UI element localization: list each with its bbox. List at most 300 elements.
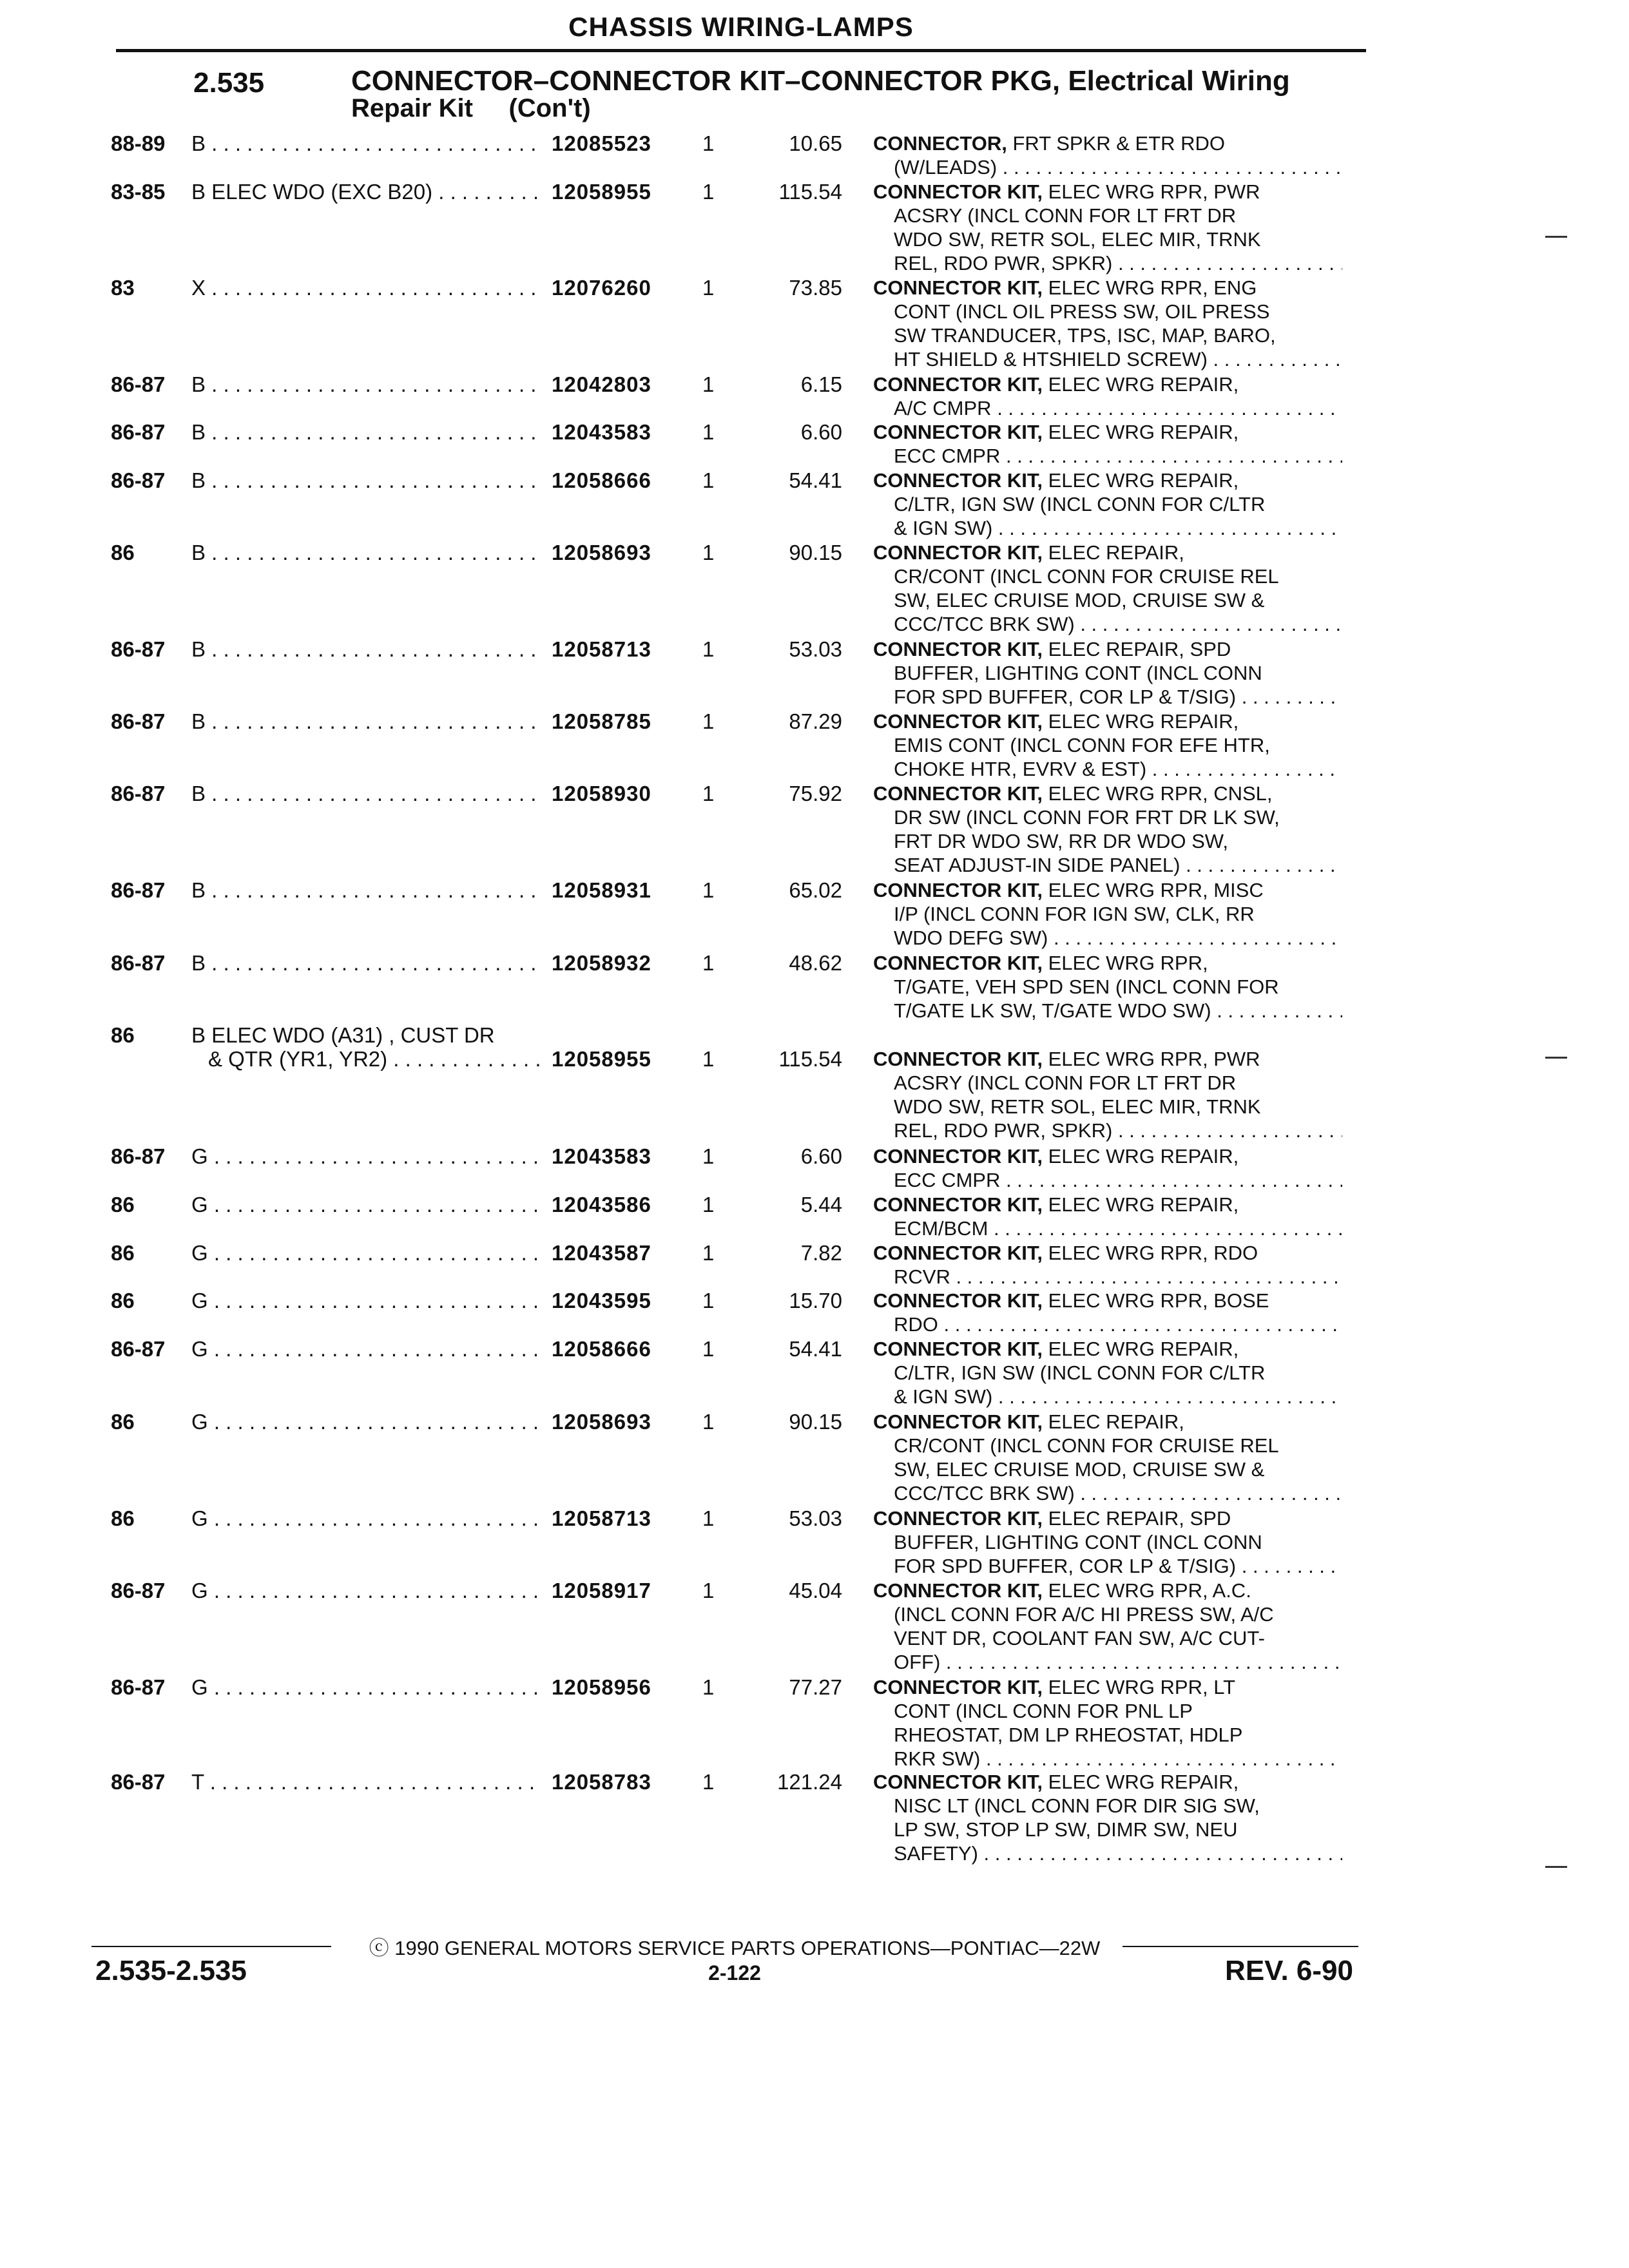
footer-revision: REV. 6-90 (1225, 1955, 1353, 1986)
quantity: 1 (702, 276, 715, 300)
description-text: ELEC WRG RPR, MISC (1048, 879, 1264, 901)
description-line (873, 372, 1342, 396)
description-text: CR/CONT (INCL CONN FOR CRUISE REL (894, 1434, 1279, 1457)
application-line: B . . . (191, 878, 539, 902)
description-keyword: CONNECTOR KIT, (873, 1145, 1043, 1168)
description-text: WDO DEFG SW) (894, 927, 1048, 949)
part-number: 12058783 (552, 1770, 651, 1794)
application-line: X . . . (191, 276, 539, 300)
description-text: ELEC WRG RPR, ENG (1048, 276, 1257, 299)
description-text: HT SHIELD & HTSHIELD SCREW) (894, 348, 1208, 370)
description-keyword: CONNECTOR KIT, (873, 1338, 1043, 1360)
description-text: ECM/BCM (894, 1217, 988, 1240)
description-text: VENT DR, COOLANT FAN SW, A/C CUT- (894, 1627, 1265, 1649)
description-text: EMIS CONT (INCL CONN FOR EFE HTR, (894, 734, 1270, 756)
description-line (873, 1841, 1342, 1865)
model-year: 86 (111, 1289, 135, 1312)
application-line: G . . . (191, 1675, 539, 1699)
application (191, 420, 539, 444)
description-line (873, 782, 1342, 805)
description-text: SW, ELEC CRUISE MOD, CRUISE SW & (894, 1458, 1265, 1481)
quantity: 1 (702, 878, 715, 902)
application (191, 180, 539, 204)
quantity: 1 (702, 1770, 715, 1794)
description-keyword: CONNECTOR KIT, (873, 541, 1043, 564)
description-keyword: CONNECTOR KIT, (873, 373, 1043, 396)
application (191, 1770, 539, 1794)
application (191, 276, 539, 300)
description-keyword: CONNECTOR KIT, (873, 638, 1043, 660)
description-line (873, 516, 1342, 540)
description-line (873, 637, 1342, 661)
model-year: 86-87 (111, 1144, 166, 1168)
description-line (873, 1193, 1342, 1216)
description-text: A/C CMPR (894, 397, 992, 419)
description-text: OFF) (894, 1651, 941, 1673)
model-year: 83 (111, 276, 135, 300)
description-text: & IGN SW) (894, 1385, 993, 1408)
application (191, 541, 539, 564)
description-text: ELEC REPAIR, SPD (1048, 638, 1231, 660)
description-keyword: CONNECTOR KIT, (873, 469, 1043, 492)
application-line: B ELEC WDO (A31) , CUST DR (191, 1023, 495, 1047)
description-line (873, 155, 1342, 179)
application-line: G . . . (191, 1241, 539, 1265)
application (191, 1144, 539, 1168)
description-keyword: CONNECTOR KIT, (873, 782, 1043, 805)
description-text: C/LTR, IGN SW (INCL CONN FOR C/LTR (894, 493, 1266, 515)
part-number: 12058785 (552, 709, 651, 733)
application-line: T . . . (191, 1770, 539, 1794)
price: 53.03 (789, 1506, 842, 1530)
description-line (873, 757, 1342, 781)
description-keyword: CONNECTOR KIT, (873, 1771, 1043, 1793)
model-year: 86 (111, 541, 135, 564)
description-keyword: CONNECTOR KIT, (873, 1579, 1043, 1602)
application-line: G . . . (191, 1506, 539, 1530)
description-line (873, 1818, 1342, 1841)
price: 115.54 (778, 180, 842, 204)
description (873, 878, 1342, 950)
quantity: 1 (702, 637, 715, 661)
description-keyword: CONNECTOR KIT, (873, 1048, 1043, 1070)
part-number: 12043595 (552, 1289, 651, 1312)
application-line: B . . . (191, 131, 539, 155)
model-year: 86-87 (111, 951, 166, 975)
application-line: G . . . (191, 1579, 539, 1602)
description-text: C/LTR, IGN SW (INCL CONN FOR C/LTR (894, 1361, 1266, 1384)
description-line (873, 926, 1342, 950)
price: 6.60 (800, 420, 842, 444)
description-text: SW TRANDUCER, TPS, ISC, MAP, BARO, (894, 324, 1276, 347)
description-line (873, 1410, 1342, 1434)
description-line (873, 1699, 1342, 1723)
description-keyword: CONNECTOR KIT, (873, 1676, 1043, 1698)
description-text: ELEC WRG RPR, LT (1048, 1676, 1236, 1698)
description-line (873, 661, 1342, 685)
price: 73.85 (789, 276, 842, 300)
price: 77.27 (789, 1675, 842, 1699)
description-line (873, 951, 1342, 975)
application-line: B . . . (191, 420, 539, 444)
section-number: 2.535 (193, 67, 265, 99)
description-text: RDO (894, 1313, 938, 1336)
footer-copyright: ⓒ 1990 GENERAL MOTORS SERVICE PARTS OPERATIONS—PONTIAC—22W (369, 1937, 1101, 1959)
description-text: ELEC WRG REPAIR, (1048, 373, 1239, 396)
model-year: 88-89 (111, 131, 166, 155)
quantity: 1 (702, 131, 715, 155)
description-text: ECC CMPR (894, 1169, 1001, 1191)
price: 75.92 (789, 782, 842, 805)
price: 53.03 (789, 637, 842, 661)
description-text: RKR SW) (894, 1747, 981, 1770)
description-keyword: CONNECTOR KIT, (873, 1410, 1043, 1433)
application-line: G . . . (191, 1289, 539, 1312)
description-text: CCC/TCC BRK SW) (894, 1482, 1075, 1504)
model-year: 86-87 (111, 1770, 166, 1794)
description-text: CONT (INCL CONN FOR PNL LP (894, 1700, 1193, 1722)
description-text: RHEOSTAT, DM LP RHEOSTAT, HDLP (894, 1724, 1243, 1746)
price: 10.65 (789, 131, 842, 155)
description-text: T/GATE, VEH SPD SEN (INCL CONN FOR (894, 975, 1279, 998)
part-number: 12058917 (552, 1579, 651, 1602)
application-line: G . . . (191, 1193, 539, 1216)
description-text: ELEC WRG RPR, CNSL, (1048, 782, 1273, 805)
model-year: 86-87 (111, 1337, 166, 1361)
part-number: 12058693 (552, 1410, 651, 1434)
quantity: 1 (702, 468, 715, 492)
application-line: G . . . (191, 1144, 539, 1168)
quantity: 1 (702, 1144, 715, 1168)
part-number: 12058955 (552, 1047, 651, 1071)
application (191, 1337, 539, 1361)
description-line (873, 612, 1342, 636)
description-line (873, 1289, 1342, 1312)
model-year: 86 (111, 1410, 135, 1434)
description-line (873, 1506, 1342, 1530)
model-year: 86-87 (111, 1675, 166, 1699)
description-keyword: CONNECTOR, (873, 132, 1007, 155)
description (873, 541, 1342, 636)
price: 15.70 (789, 1289, 842, 1312)
description-text: ELEC WRG REPAIR, (1048, 1771, 1239, 1793)
footer-section-range: 2.535-2.535 (95, 1955, 247, 1986)
description-text: SAFETY) (894, 1842, 978, 1865)
part-number: 12058956 (552, 1675, 651, 1699)
description-line (873, 1794, 1342, 1818)
application (191, 468, 539, 492)
part-number: 12058713 (552, 1506, 651, 1530)
application-line: B . . . (191, 541, 539, 564)
description-keyword: CONNECTOR KIT, (873, 710, 1043, 733)
description-line (873, 276, 1342, 300)
application (191, 782, 539, 805)
description-text: FOR SPD BUFFER, COR LP & T/SIG) (894, 686, 1237, 708)
application (191, 372, 539, 396)
price: 6.15 (800, 372, 842, 396)
application-line: B . . . (191, 637, 539, 661)
price: 90.15 (789, 1410, 842, 1434)
description-text: (W/LEADS) (894, 156, 998, 178)
description-text: NISC LT (INCL CONN FOR DIR SIG SW, (894, 1794, 1260, 1817)
description-text: ELEC WRG RPR, BOSE (1048, 1289, 1269, 1312)
model-year: 83-85 (111, 180, 166, 204)
description-line (873, 541, 1342, 564)
description (873, 1770, 1342, 1865)
description-text: ECC CMPR (894, 445, 1001, 467)
quantity: 1 (702, 180, 715, 204)
description (873, 180, 1342, 275)
part-number: 12058955 (552, 180, 651, 204)
quantity: 1 (702, 372, 715, 396)
footer-rule-left (92, 1946, 331, 1947)
footer-page-number: 2-122 (708, 1961, 761, 1984)
description-text: DR SW (INCL CONN FOR FRT DR LK SW, (894, 806, 1280, 829)
description-text: I/P (INCL CONN FOR IGN SW, CLK, RR (894, 903, 1255, 925)
description-line (873, 1747, 1342, 1771)
description (873, 637, 1342, 709)
description-text: ELEC WRG REPAIR, (1048, 1193, 1239, 1216)
description-text: T/GATE LK SW, T/GATE WDO SW) (894, 999, 1211, 1022)
part-number: 12085523 (552, 131, 651, 155)
description (873, 782, 1342, 877)
quantity: 1 (702, 951, 715, 975)
description (873, 1047, 1342, 1142)
description (873, 1675, 1342, 1771)
description-line (873, 1119, 1342, 1142)
margin-mark (1545, 1866, 1567, 1868)
application-line: & QTR (YR1, YR2) . . . (191, 1047, 539, 1071)
application-line: B ELEC WDO (EXC B20) . . . (191, 180, 539, 204)
description (873, 131, 1342, 179)
description-line (873, 1723, 1342, 1747)
description-text: SEAT ADJUST-IN SIDE PANEL) (894, 854, 1181, 876)
description-line (873, 1216, 1342, 1240)
description-text: ELEC WRG REPAIR, (1048, 469, 1239, 492)
description-line (873, 1312, 1342, 1336)
description-text: ACSRY (INCL CONN FOR LT FRT DR (894, 1072, 1237, 1094)
description-line (873, 1241, 1342, 1265)
description-text: BUFFER, LIGHTING CONT (INCL CONN (894, 662, 1262, 684)
quantity: 1 (702, 782, 715, 805)
description-text: WDO SW, RETR SOL, ELEC MIR, TRNK (894, 1095, 1261, 1118)
description (873, 420, 1342, 468)
description-keyword: CONNECTOR KIT, (873, 879, 1043, 901)
quantity: 1 (702, 1675, 715, 1699)
description (873, 709, 1342, 781)
application (191, 1410, 539, 1434)
description (873, 951, 1342, 1023)
part-number: 12043587 (552, 1241, 651, 1265)
quantity: 1 (702, 1579, 715, 1602)
application-line: B . . . (191, 782, 539, 805)
description-line (873, 1095, 1342, 1119)
description-line (873, 1554, 1342, 1578)
description-line (873, 1626, 1342, 1650)
model-year: 86-87 (111, 637, 166, 661)
description-text: FRT DR WDO SW, RR DR WDO SW, (894, 830, 1228, 852)
description-line (873, 1265, 1342, 1289)
price: 54.41 (789, 1337, 842, 1361)
description-keyword: CONNECTOR KIT, (873, 180, 1043, 203)
description (873, 276, 1342, 371)
application (191, 1579, 539, 1602)
part-number: 12058693 (552, 541, 651, 564)
description-line (873, 204, 1342, 227)
description-keyword: CONNECTOR KIT, (873, 952, 1043, 974)
description-text: CCC/TCC BRK SW) (894, 613, 1075, 635)
price: 65.02 (789, 878, 842, 902)
description-line (873, 300, 1342, 323)
description-text: BUFFER, LIGHTING CONT (INCL CONN (894, 1531, 1262, 1553)
description-text: ACSRY (INCL CONN FOR LT FRT DR (894, 204, 1237, 227)
model-year: 86-87 (111, 420, 166, 444)
description-keyword: CONNECTOR KIT, (873, 1193, 1043, 1216)
description-text: FOR SPD BUFFER, COR LP & T/SIG) (894, 1555, 1237, 1577)
description-line (873, 1361, 1342, 1385)
description-line (873, 1530, 1342, 1554)
description-text: CR/CONT (INCL CONN FOR CRUISE REL (894, 565, 1279, 588)
application (191, 1193, 539, 1216)
price: 5.44 (800, 1193, 842, 1216)
application (191, 1506, 539, 1530)
application-line: B . . . (191, 372, 539, 396)
part-number: 12076260 (552, 276, 651, 300)
price: 48.62 (789, 951, 842, 975)
part-number: 12043583 (552, 420, 651, 444)
description-line (873, 444, 1342, 468)
application-line: B . . . (191, 951, 539, 975)
description-line (873, 1602, 1342, 1626)
application-line: G . . . (191, 1337, 539, 1361)
description-line (873, 709, 1342, 733)
quantity: 1 (702, 1193, 715, 1216)
margin-mark (1545, 236, 1567, 238)
description (873, 1410, 1342, 1505)
description-line (873, 1047, 1342, 1071)
description-line (873, 1434, 1342, 1457)
description-line (873, 323, 1342, 347)
description-line (873, 902, 1342, 926)
application (191, 1289, 539, 1312)
description-text: ELEC WRG RPR, RDO (1048, 1242, 1258, 1264)
application (191, 1675, 539, 1699)
application (191, 709, 539, 733)
quantity: 1 (702, 1506, 715, 1530)
part-number: 12058713 (552, 637, 651, 661)
quantity: 1 (702, 1289, 715, 1312)
part-number: 12042803 (552, 372, 651, 396)
description-line (873, 1481, 1342, 1505)
description-line (873, 1675, 1342, 1699)
description-text: (INCL CONN FOR A/C HI PRESS SW, A/C (894, 1603, 1274, 1626)
description-text: ELEC WRG RPR, PWR (1048, 180, 1260, 203)
quantity: 1 (702, 709, 715, 733)
quantity: 1 (702, 541, 715, 564)
application (191, 951, 539, 975)
description-text: SW, ELEC CRUISE MOD, CRUISE SW & (894, 589, 1265, 611)
price: 7.82 (800, 1241, 842, 1265)
description-line (873, 180, 1342, 204)
description-line (873, 878, 1342, 902)
application (191, 878, 539, 902)
description-text: ELEC WRG RPR, PWR (1048, 1048, 1260, 1070)
model-year: 86 (111, 1193, 135, 1216)
description-line (873, 227, 1342, 251)
description-text: CHOKE HTR, EVRV & EST) (894, 758, 1147, 780)
description-line (873, 975, 1342, 999)
description-text: ELEC WRG REPAIR, (1048, 1145, 1239, 1168)
quantity: 1 (702, 1241, 715, 1265)
part-number: 12058930 (552, 782, 651, 805)
description-text: ELEC WRG RPR, (1048, 952, 1208, 974)
description-keyword: CONNECTOR KIT, (873, 1242, 1043, 1264)
description-line (873, 853, 1342, 877)
application (191, 637, 539, 661)
page-header-title: CHASSIS WIRING-LAMPS (568, 12, 914, 42)
part-number: 12058666 (552, 468, 651, 492)
description-text: LP SW, STOP LP SW, DIMR SW, NEU (894, 1818, 1238, 1841)
application-line: G . . . (191, 1410, 539, 1434)
model-year: 86-87 (111, 1579, 166, 1602)
quantity: 1 (702, 420, 715, 444)
price: 115.54 (778, 1047, 842, 1071)
model-year: 86-87 (111, 468, 166, 492)
description (873, 1506, 1342, 1578)
section-title: CONNECTOR–CONNECTOR KIT–CONNECTOR PKG, Electrical Wiring (351, 65, 1290, 97)
description-text: ELEC REPAIR, (1048, 541, 1184, 564)
description (873, 1144, 1342, 1192)
description-line (873, 1770, 1342, 1794)
description-line (873, 1457, 1342, 1481)
description-line (873, 733, 1342, 757)
model-year: 86-87 (111, 878, 166, 902)
application-line: B . . . (191, 468, 539, 492)
footer-rule-right (1123, 1946, 1358, 1947)
description-line (873, 420, 1342, 444)
description-line (873, 588, 1342, 612)
description-keyword: CONNECTOR KIT, (873, 421, 1043, 443)
application (191, 131, 539, 155)
description-keyword: CONNECTOR KIT, (873, 1289, 1043, 1312)
quantity: 1 (702, 1410, 715, 1434)
description-text: REL, RDO PWR, SPKR) (894, 1119, 1113, 1142)
description-text: ELEC WRG REPAIR, (1048, 1338, 1239, 1360)
description-line (873, 999, 1342, 1023)
price: 90.15 (789, 541, 842, 564)
description-text: ELEC WRG RPR, A.C. (1048, 1579, 1251, 1602)
price: 121.24 (777, 1770, 842, 1794)
application-line: B . . . (191, 709, 539, 733)
price: 54.41 (789, 468, 842, 492)
description-text: RCVR (894, 1265, 950, 1288)
description (873, 372, 1342, 420)
description-line (873, 1579, 1342, 1602)
description-line (873, 347, 1342, 371)
model-year: 86 (111, 1023, 135, 1047)
quantity: 1 (702, 1047, 715, 1071)
description-text: ELEC REPAIR, (1048, 1410, 1184, 1433)
description-line (873, 251, 1342, 275)
price: 45.04 (789, 1579, 842, 1602)
model-year: 86-87 (111, 782, 166, 805)
description-keyword: CONNECTOR KIT, (873, 276, 1043, 299)
description-line (873, 564, 1342, 588)
description-line (873, 1650, 1342, 1674)
part-number: 12043583 (552, 1144, 651, 1168)
quantity: 1 (702, 1337, 715, 1361)
part-number: 12058931 (552, 878, 651, 902)
